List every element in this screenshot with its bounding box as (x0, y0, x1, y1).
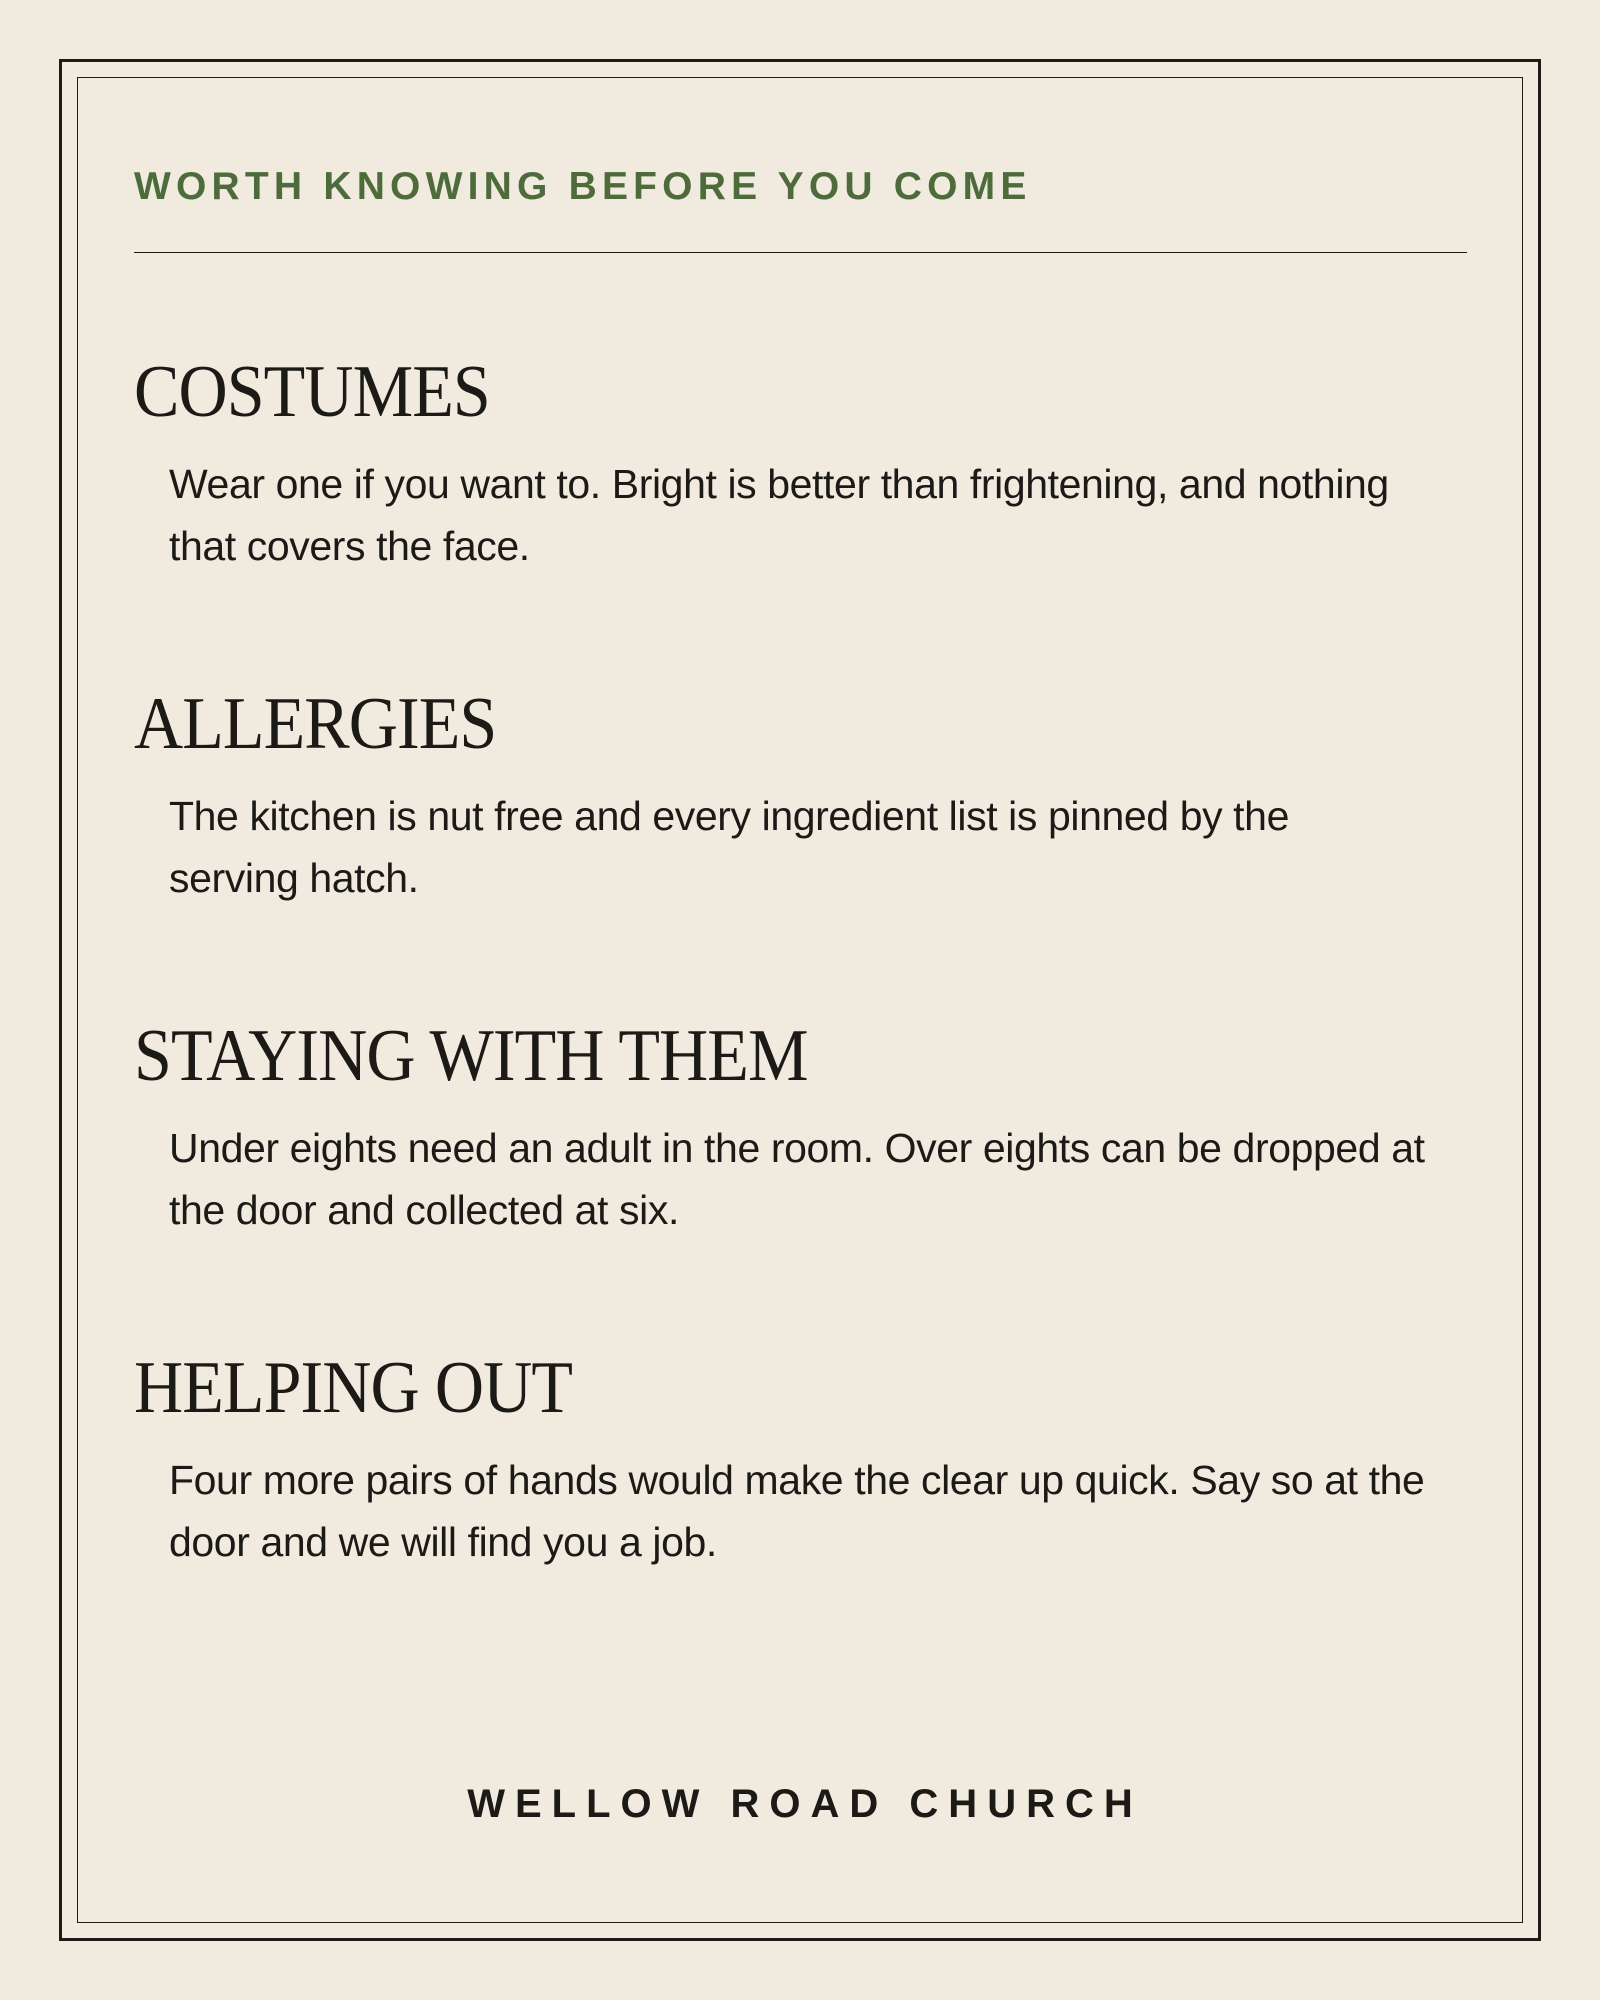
section-body: Under eights need an adult in the room. Over eights can be dropped at the door and collected at six. (169, 1125, 1425, 1233)
section-helping-out (134, 1343, 1467, 1573)
section-title: COSTUMES (134, 351, 490, 433)
section-body: Four more pairs of hands would make the clear up quick. Say so at the door and we will find you a job. (169, 1457, 1425, 1565)
section-title: STAYING WITH THEM (134, 1015, 808, 1097)
footer-organization: WELLOW ROAD CHURCH (467, 1782, 1143, 1826)
section-body: The kitchen is nut free and every ingredient list is pinned by the serving hatch. (169, 793, 1289, 901)
section-costumes (134, 347, 1467, 577)
section-title: HELPING OUT (134, 1347, 573, 1429)
section-body: Wear one if you want to. Bright is better than frightening, and nothing that covers the face. (169, 461, 1389, 569)
section-staying-with-them (134, 1011, 1467, 1241)
section-allergies (134, 679, 1467, 909)
header-divider (134, 252, 1467, 253)
section-title: ALLERGIES (134, 683, 497, 765)
page-kicker: WORTH KNOWING BEFORE YOU COME (134, 165, 1032, 208)
